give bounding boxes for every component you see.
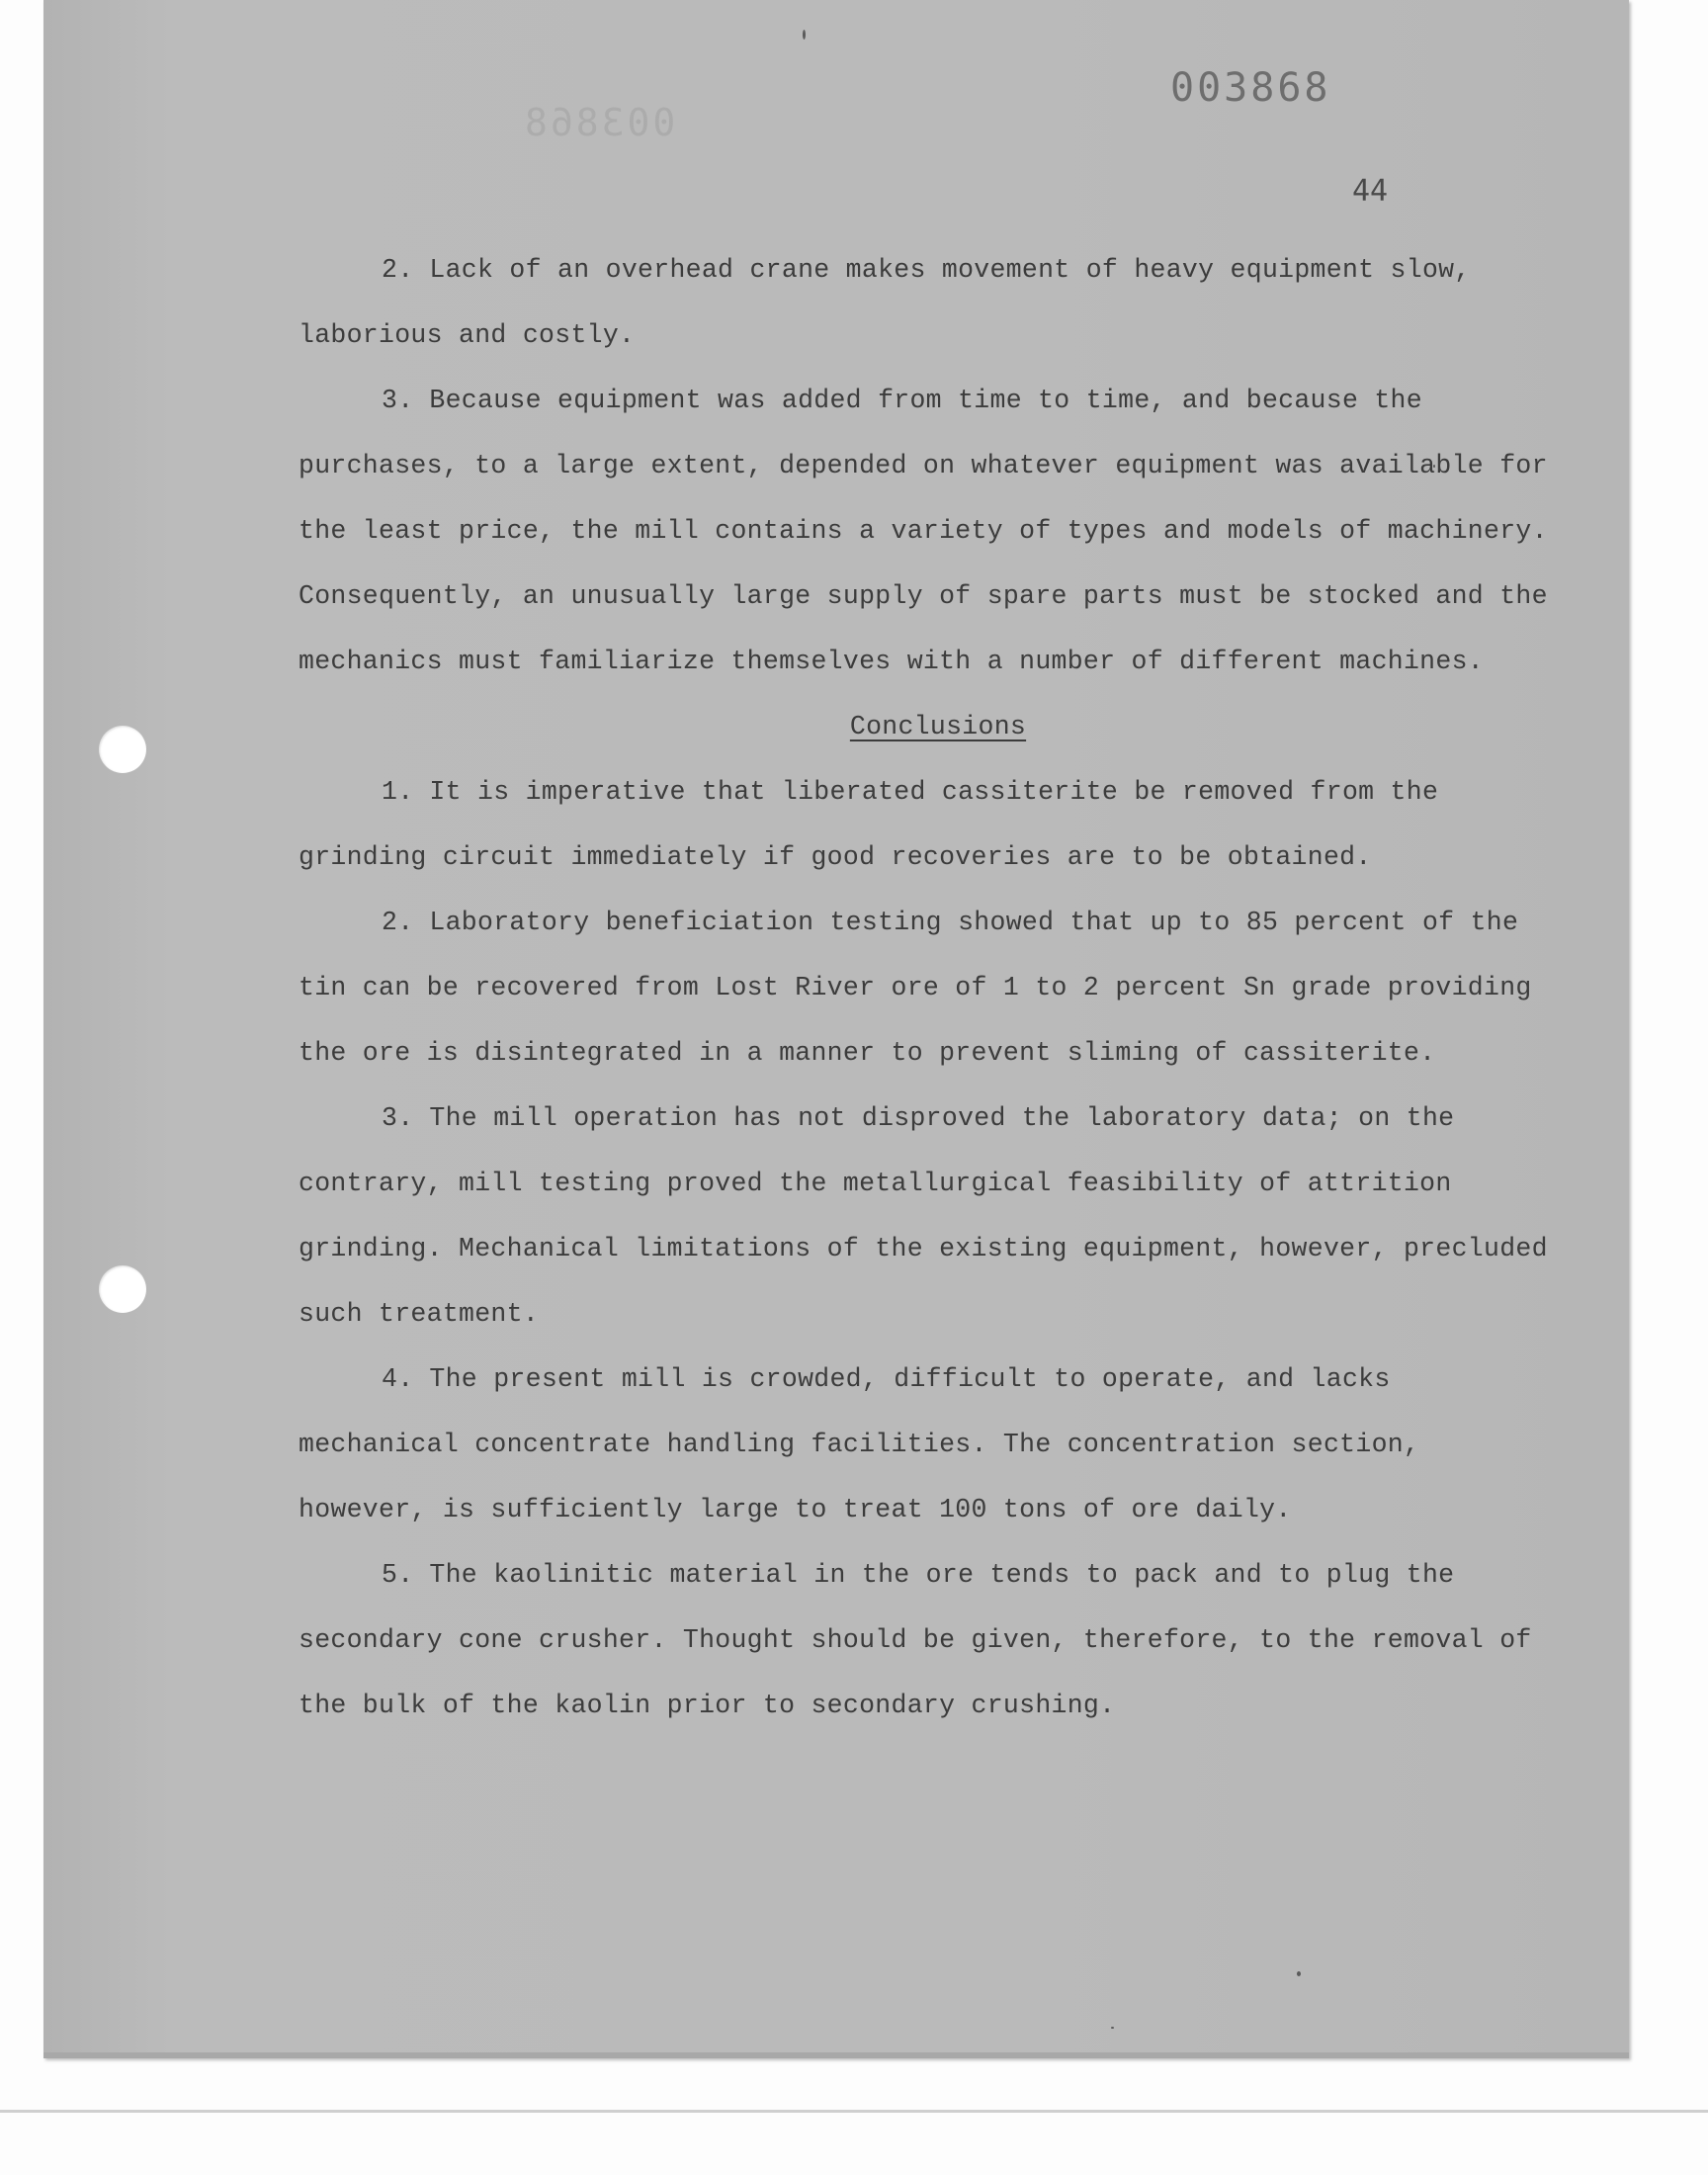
problem-paragraph bbox=[299, 368, 1548, 694]
problem-paragraph bbox=[299, 237, 1548, 368]
paragraph-text: The mill operation has not disproved the laboratory data; on the contrary, mill testing proved the metallurgical feasibility of attrition grinding. Mechanical limitations of the existing equipment, however, precluded such treatment. bbox=[299, 1103, 1548, 1329]
paragraph-number: 1. bbox=[382, 777, 414, 807]
paragraph-text: Because equipment was added from time to time, and because the purchases, to a large extent, depended on whatever equipment was available for the least price, the mill contains a variety of types and models of machinery. Consequently, an unusually large supply of spare parts must be stocked and the mechanics must familiarize themselves with a number of different machines. bbox=[299, 386, 1548, 676]
document-number: 003868 bbox=[1170, 65, 1331, 111]
scan-speck bbox=[1297, 1971, 1301, 1976]
scan-speck bbox=[803, 30, 806, 40]
paragraph-number: 2. bbox=[382, 255, 414, 285]
scan-edge bbox=[0, 2110, 1708, 2113]
conclusions-heading: Conclusions bbox=[849, 712, 1027, 741]
punch-hole-bottom bbox=[99, 1265, 146, 1313]
paragraph-text: It is imperative that liberated cassiterite be removed from the grinding circuit immediately if good recoveries are to be obtained. bbox=[299, 777, 1439, 872]
paragraph-number: 3. bbox=[382, 1103, 414, 1133]
paragraph-text: The present mill is crowded, difficult to operate, and lacks mechanical concentrate handling facilities. The concentration section, however, is sufficiently large to treat 100 tons of ore daily. bbox=[299, 1364, 1420, 1524]
bleed-through-number: 003868 bbox=[522, 101, 676, 144]
paragraph-number: 5. bbox=[382, 1560, 414, 1590]
paragraph-text: Lack of an overhead crane makes movement of heavy equipment slow, laborious and costly. bbox=[299, 255, 1471, 350]
document-body bbox=[299, 237, 1548, 1738]
paragraph-text: Laboratory beneficiation testing showed that up to 85 percent of the tin can be recovered from Lost River ore of 1 to 2 percent Sn grade providing the ore is disintegrated in a manner to prevent sliming of cassiterite. bbox=[299, 908, 1532, 1068]
paragraph-number: 3. bbox=[382, 386, 414, 415]
conclusion-paragraph bbox=[299, 890, 1548, 1086]
conclusion-paragraph bbox=[299, 1347, 1548, 1542]
section-heading bbox=[299, 694, 1548, 759]
conclusion-paragraph bbox=[299, 759, 1548, 890]
paragraph-number: 4. bbox=[382, 1364, 414, 1394]
punch-hole-top bbox=[99, 726, 146, 773]
conclusion-paragraph bbox=[299, 1542, 1548, 1738]
paragraph-number: 2. bbox=[382, 908, 414, 937]
conclusion-paragraph bbox=[299, 1086, 1548, 1347]
paragraph-text: The kaolinitic material in the ore tends to pack and to plug the secondary cone crusher. Thought should be given, therefore, to the removal of the bulk of the kaolin prior to secondary crushing. bbox=[299, 1560, 1532, 1720]
page-number: 44 bbox=[1352, 174, 1389, 209]
scan-speck bbox=[1111, 2027, 1114, 2029]
